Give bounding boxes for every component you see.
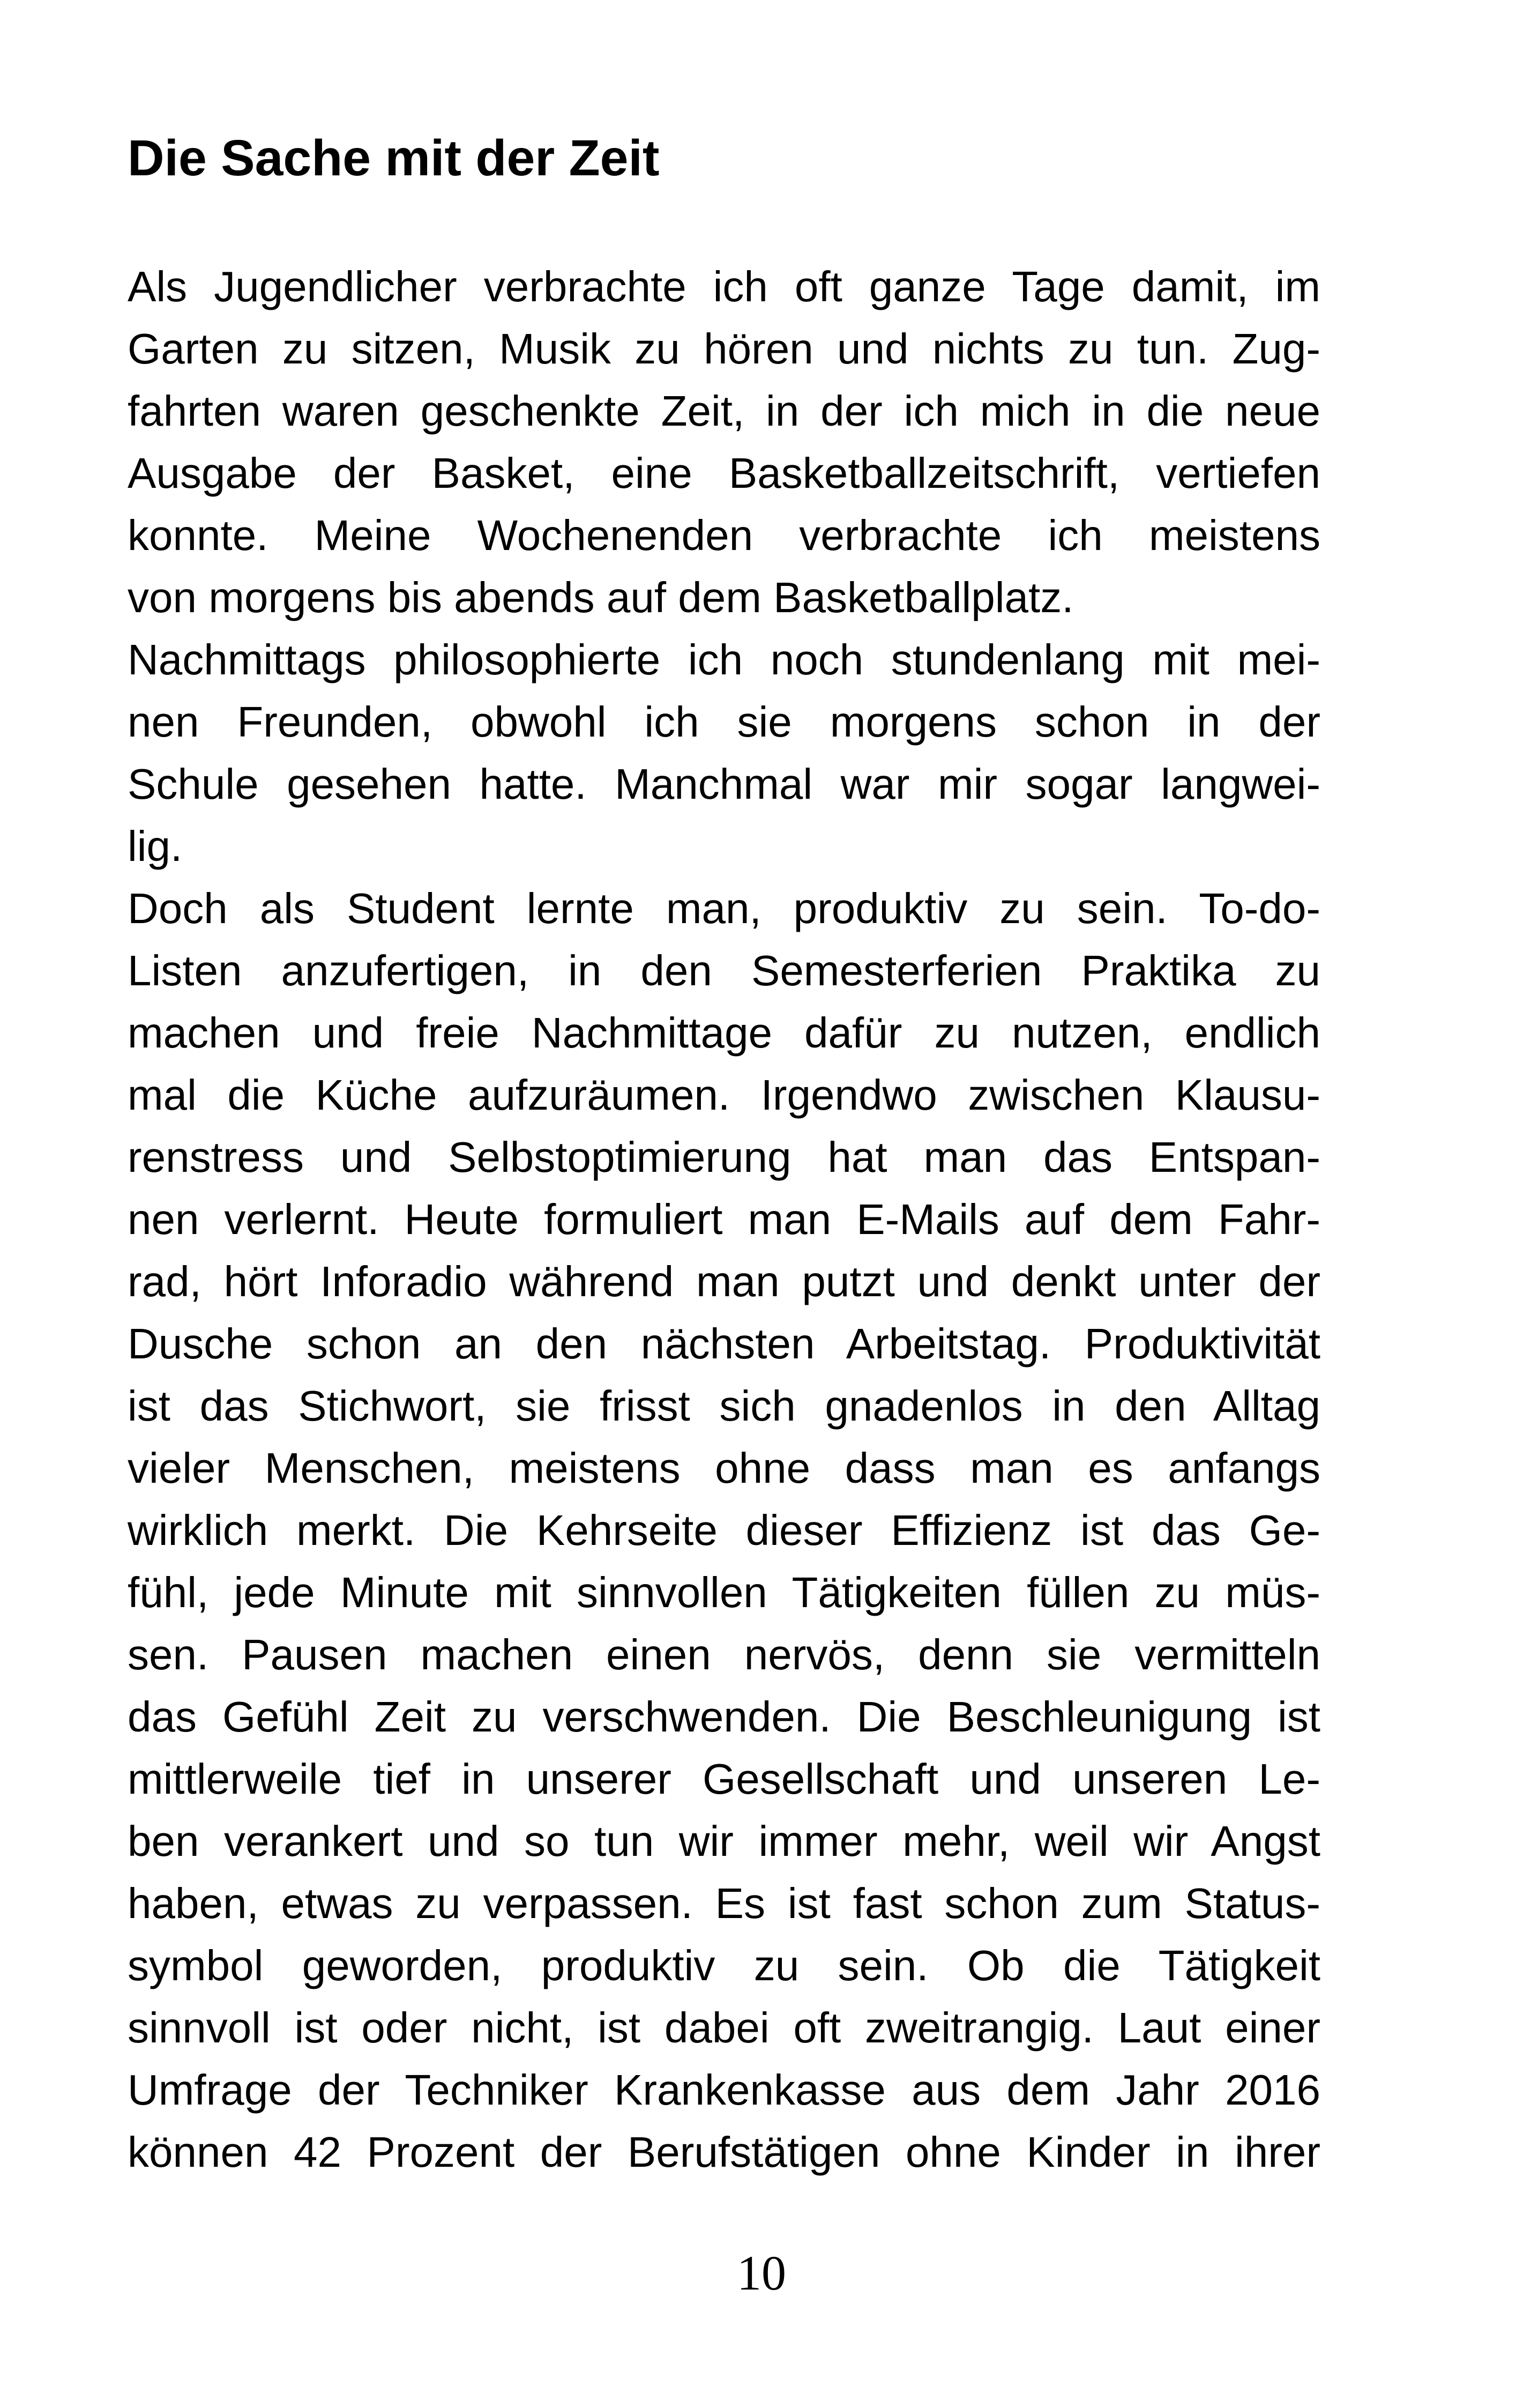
text-line: ist das Stichwort, sie frisst sich gnadenlos in den Alltag	[128, 1382, 1320, 1430]
text-line: nen Freunden, obwohl ich sie morgens schon in der	[128, 698, 1320, 746]
text-line: konnte. Meine Wochenenden verbrachte ich meistens	[128, 511, 1320, 559]
text-line: ben verankert und so tun wir immer mehr, weil wir Angst	[128, 1817, 1320, 1865]
text-line: haben, etwas zu verpassen. Es ist fast schon zum Status-	[128, 1879, 1320, 1927]
page-number: 10	[737, 2246, 786, 2300]
text-line: wirklich merkt. Die Kehrseite dieser Effizienz ist das Ge-	[128, 1506, 1320, 1554]
text-line: Als Jugendlicher verbrachte ich oft ganze Tage damit, im	[128, 263, 1320, 310]
text-line: Doch als Student lernte man, produktiv zu sein. To-do-	[128, 885, 1320, 932]
text-line: Nachmittags philosophierte ich noch stundenlang mit mei-	[128, 636, 1320, 683]
text-line: Garten zu sitzen, Musik zu hören und nichts zu tun. Zug-	[128, 325, 1320, 373]
text-line: lig.	[128, 822, 183, 870]
text-line: machen und freie Nachmittage dafür zu nutzen, endlich	[128, 1009, 1320, 1057]
text-line: fühl, jede Minute mit sinnvollen Tätigkeiten füllen zu müs-	[128, 1569, 1320, 1616]
text-line: Listen anzufertigen, in den Semesterferien Praktika zu	[128, 947, 1320, 994]
text-line: von morgens bis abends auf dem Basketballplatz.	[128, 574, 1074, 621]
text-line: Ausgabe der Basket, eine Basketballzeitschrift, vertiefen	[128, 449, 1320, 497]
text-line: mal die Küche aufzuräumen. Irgendwo zwischen Klausu-	[128, 1071, 1320, 1119]
text-line: sen. Pausen machen einen nervös, denn sie vermitteln	[128, 1631, 1320, 1678]
text-line: können 42 Prozent der Berufstätigen ohne Kinder in ihrer	[128, 2128, 1320, 2176]
chapter-heading: Die Sache mit der Zeit	[128, 130, 660, 187]
body-text	[128, 256, 1320, 2183]
text-line: sinnvoll ist oder nicht, ist dabei oft zweitrangig. Laut einer	[128, 2004, 1320, 2052]
text-line: Dusche schon an den nächsten Arbeitstag. Produktivität	[128, 1320, 1320, 1367]
text-line: mittlerweile tief in unserer Gesellschaft und unseren Le-	[128, 1755, 1320, 1803]
text-line: rad, hört Inforadio während man putzt und denkt unter der	[128, 1258, 1320, 1305]
text-line: vieler Menschen, meistens ohne dass man es anfangs	[128, 1444, 1320, 1492]
text-line: symbol geworden, produktiv zu sein. Ob die Tätigkeit	[128, 1942, 1320, 1989]
text-line: das Gefühl Zeit zu verschwenden. Die Beschleunigung ist	[128, 1693, 1320, 1741]
text-line: Umfrage der Techniker Krankenkasse aus dem Jahr 2016	[128, 2066, 1320, 2114]
text-line: renstress und Selbstoptimierung hat man das Entspan-	[128, 1133, 1320, 1181]
text-line: fahrten waren geschenkte Zeit, in der ich mich in die neue	[128, 387, 1320, 435]
text-line: nen verlernt. Heute formuliert man E-Mails auf dem Fahr-	[128, 1195, 1320, 1243]
text-line: Schule gesehen hatte. Manchmal war mir sogar langwei-	[128, 760, 1320, 808]
